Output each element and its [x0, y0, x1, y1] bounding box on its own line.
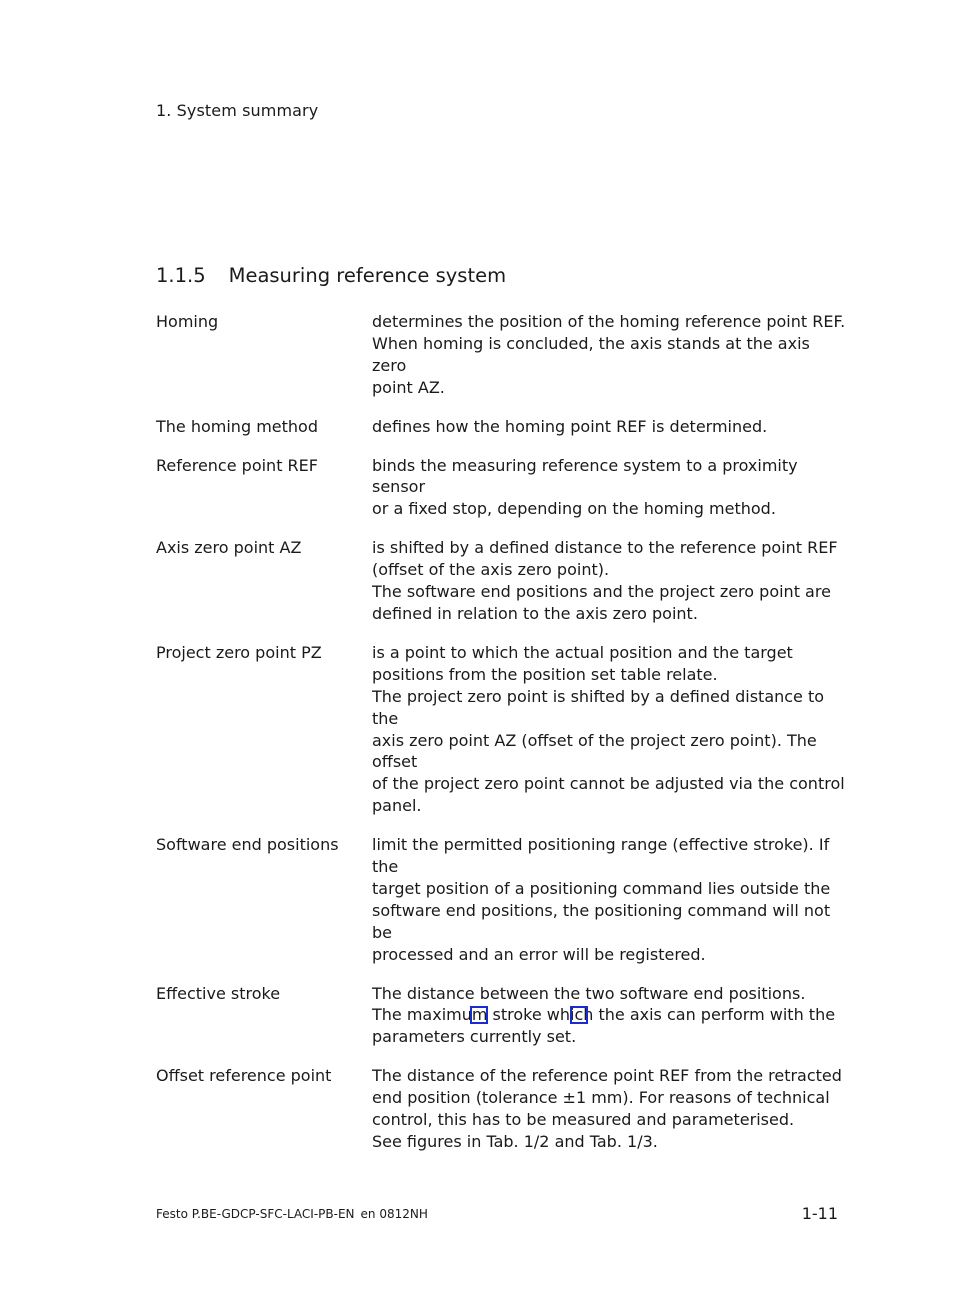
- definition-row-axis-zero-point: [156, 537, 846, 625]
- definition-description: The distance between the two software end positions. The maximum stroke which the axis can perform with the parameters currently set.: [372, 983, 836, 1047]
- link-tab-1-2[interactable]: [470, 1006, 488, 1024]
- definition-description: is shifted by a defined distance to the reference point REF (offset of the axis zero point). The software end positions and the project zero point are defined in relation to the axis zero point.: [372, 538, 838, 623]
- footer-document-id: [156, 1207, 428, 1221]
- page-number: 1-11: [801, 1204, 838, 1223]
- definition-description: defines how the homing point REF is determined.: [372, 416, 768, 436]
- definition-row-homing: [156, 311, 846, 399]
- definition-row-reference-point: [156, 455, 846, 521]
- definition-row-software-end-positions: [156, 834, 846, 965]
- definition-term: Reference point REF: [156, 455, 318, 475]
- definition-term: Effective stroke: [156, 983, 281, 1003]
- definition-description: The distance of the reference point REF from the retracted end position (tolerance ±1 mm). For reasons of technical control, this has to be measured and parameterised. See figures in Tab. 1/2 and Tab. 1/3.: [372, 1066, 842, 1151]
- section-title: Measuring reference system: [228, 264, 507, 287]
- definition-term: Project zero point PZ: [156, 642, 322, 662]
- definition-description: determines the position of the homing reference point REF. When homing is concluded, the axis stands at the axis zero point AZ.: [372, 312, 846, 397]
- definition-description: binds the measuring reference system to a proximity sensor or a fixed stop, depending on the homing method.: [372, 455, 798, 519]
- footer-publisher: Festo P.BE-GDCP-SFC-LACI-PB-EN: [156, 1207, 355, 1221]
- definition-row-project-zero-point: [156, 642, 846, 817]
- definition-term: The homing method: [156, 416, 318, 436]
- definition-list: [156, 311, 846, 1170]
- definition-row-homing-method: [156, 416, 846, 438]
- section-heading: [156, 264, 506, 287]
- definition-term: Offset reference point: [156, 1066, 332, 1086]
- chapter-header: 1. System summary: [156, 101, 319, 120]
- definition-row-effective-stroke: [156, 983, 846, 1049]
- definition-row-offset-reference-point: [156, 1065, 846, 1153]
- section-number: 1.1.5: [156, 264, 206, 287]
- definition-description: is a point to which the actual position and the target positions from the position set table relate. The project zero point is shifted by a defined distance to the axis zero point AZ (offset of the project zero point). The offset of the project zero point cannot be adjusted via the control panel.: [372, 642, 845, 816]
- definition-description: limit the permitted positioning range (effective stroke). If the target position of a positioning command lies outside the software end positions, the positioning command will not be processed and an error will be registered.: [372, 835, 831, 964]
- link-tab-1-3[interactable]: [570, 1006, 588, 1024]
- definition-term: Software end positions: [156, 835, 339, 855]
- definition-term: Homing: [156, 312, 219, 331]
- definition-term: Axis zero point AZ: [156, 538, 302, 558]
- footer-edition: en 0812NH: [360, 1207, 428, 1221]
